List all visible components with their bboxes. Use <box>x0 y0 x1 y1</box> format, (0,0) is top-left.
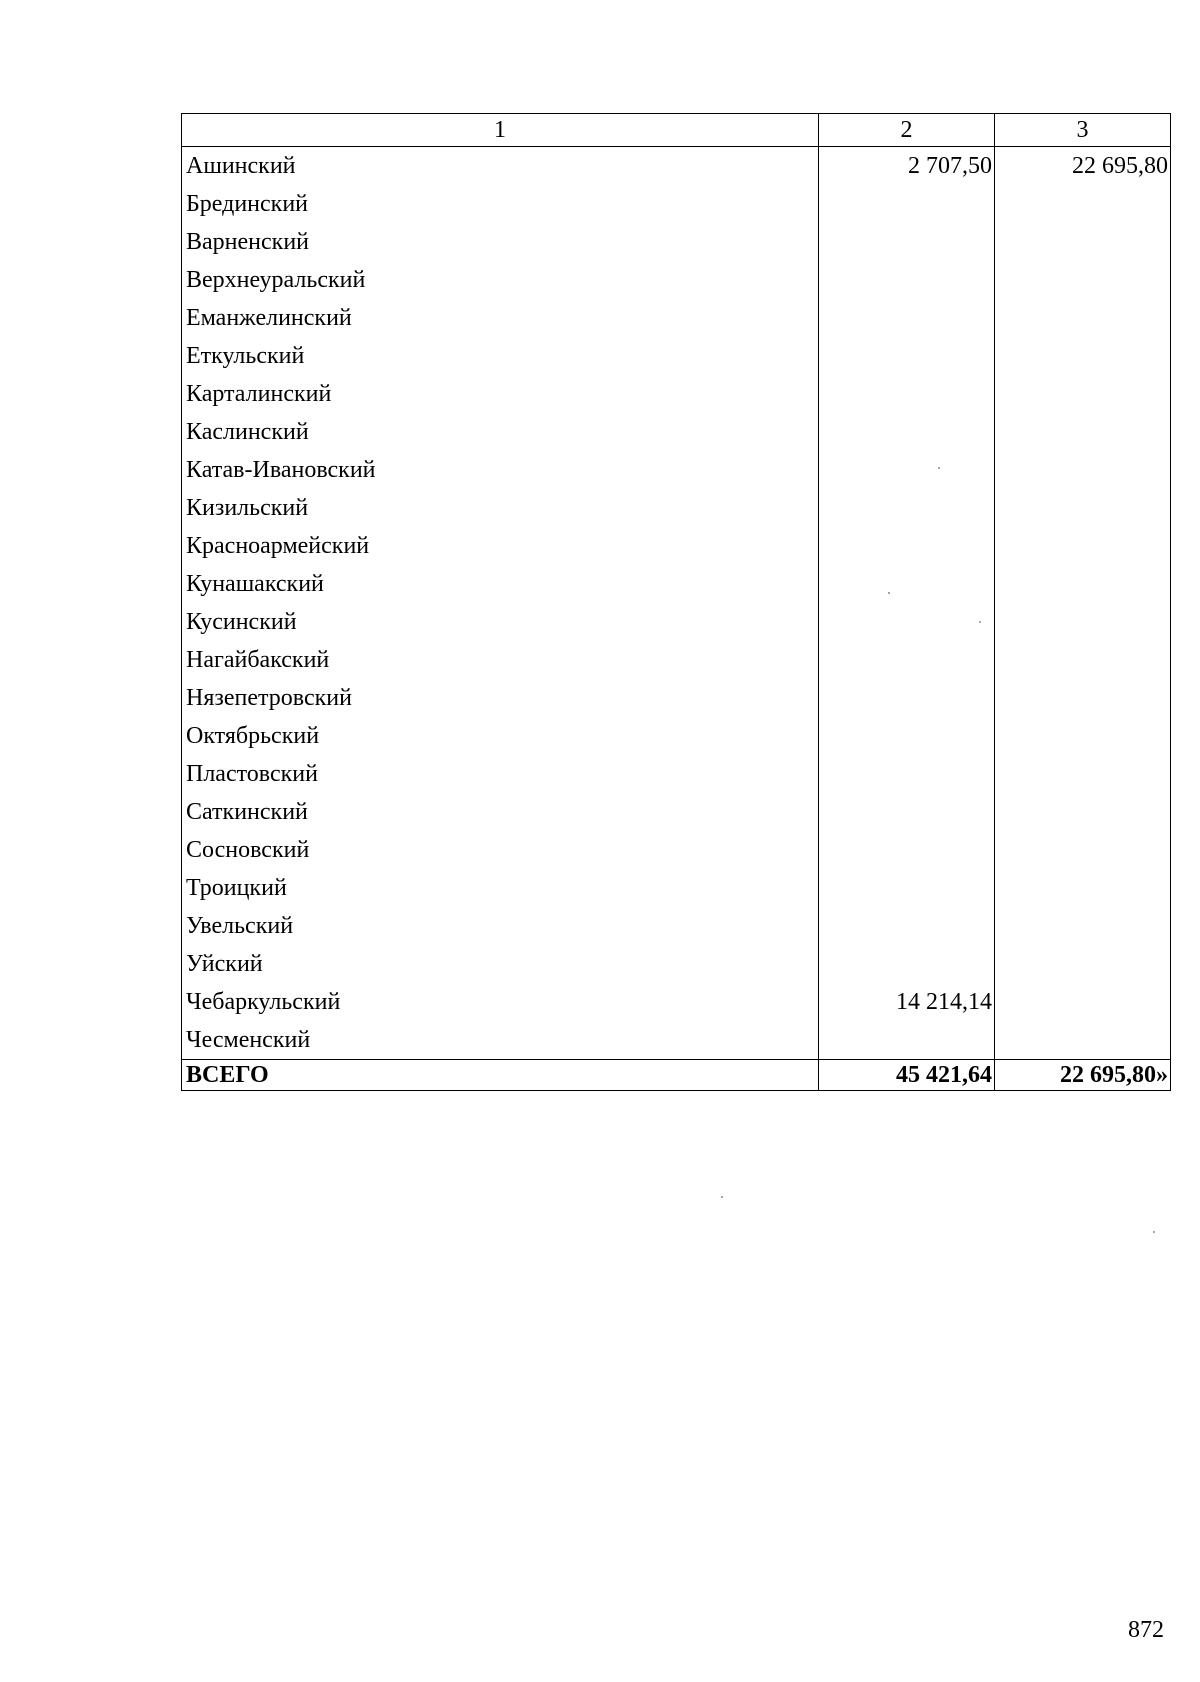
table-row <box>182 755 1171 793</box>
table-row <box>182 489 1171 527</box>
district-name: Кунашакский <box>182 565 819 603</box>
total-col2: 45 421,64 <box>819 1060 995 1091</box>
value-col2 <box>819 451 995 489</box>
value-col2 <box>819 831 995 869</box>
table-row <box>182 603 1171 641</box>
value-col3 <box>995 565 1171 603</box>
total-col3: 22 695,80» <box>995 1060 1171 1091</box>
district-name: Нагайбакский <box>182 641 819 679</box>
table-row <box>182 907 1171 945</box>
value-col2 <box>819 793 995 831</box>
district-name: Карталинский <box>182 375 819 413</box>
district-name: Пластовский <box>182 755 819 793</box>
district-name: Кизильский <box>182 489 819 527</box>
table-row <box>182 147 1171 186</box>
district-name: Каслинский <box>182 413 819 451</box>
district-name: Октябрьский <box>182 717 819 755</box>
value-col2 <box>819 869 995 907</box>
value-col2 <box>819 261 995 299</box>
value-col2 <box>819 375 995 413</box>
column-header-3: 3 <box>995 114 1171 147</box>
value-col2 <box>819 755 995 793</box>
total-label: ВСЕГО <box>182 1060 819 1091</box>
table-row <box>182 261 1171 299</box>
value-col3 <box>995 603 1171 641</box>
value-col2 <box>819 413 995 451</box>
scan-speck <box>979 621 981 623</box>
district-name: Верхнеуральский <box>182 261 819 299</box>
table-footer <box>182 1060 1171 1091</box>
table-row <box>182 717 1171 755</box>
table-row <box>182 565 1171 603</box>
value-col3 <box>995 451 1171 489</box>
scan-speck <box>721 1196 723 1198</box>
district-name: Троицкий <box>182 869 819 907</box>
table-row <box>182 527 1171 565</box>
value-col3 <box>995 185 1171 223</box>
district-name: Варненский <box>182 223 819 261</box>
value-col3 <box>995 793 1171 831</box>
district-name: Брединский <box>182 185 819 223</box>
value-col3 <box>995 717 1171 755</box>
table-row <box>182 185 1171 223</box>
district-name: Красноармейский <box>182 527 819 565</box>
value-col2 <box>819 945 995 983</box>
value-col2 <box>819 489 995 527</box>
table-row <box>182 945 1171 983</box>
table-row <box>182 223 1171 261</box>
column-header-2: 2 <box>819 114 995 147</box>
district-name: Увельский <box>182 907 819 945</box>
table-row <box>182 299 1171 337</box>
table-body <box>182 147 1171 1060</box>
value-col2 <box>819 1021 995 1060</box>
value-col3 <box>995 527 1171 565</box>
value-col3 <box>995 641 1171 679</box>
value-col2: 14 214,14 <box>819 983 995 1021</box>
district-name: Чесменский <box>182 1021 819 1060</box>
value-col2 <box>819 527 995 565</box>
column-header-1: 1 <box>182 114 819 147</box>
table-row <box>182 869 1171 907</box>
district-name: Еманжелинский <box>182 299 819 337</box>
district-name: Нязепетровский <box>182 679 819 717</box>
value-col3 <box>995 907 1171 945</box>
district-name: Сосновский <box>182 831 819 869</box>
district-name: Саткинский <box>182 793 819 831</box>
value-col2 <box>819 907 995 945</box>
value-col3 <box>995 375 1171 413</box>
table-row <box>182 679 1171 717</box>
table-row <box>182 983 1171 1021</box>
value-col3 <box>995 299 1171 337</box>
page-number: 872 <box>1128 1617 1164 1643</box>
value-col2 <box>819 565 995 603</box>
table-row <box>182 831 1171 869</box>
district-name: Катав-Ивановский <box>182 451 819 489</box>
value-col2 <box>819 223 995 261</box>
table-row <box>182 641 1171 679</box>
scan-speck <box>888 592 890 594</box>
value-col3 <box>995 755 1171 793</box>
value-col3 <box>995 223 1171 261</box>
table-row <box>182 1021 1171 1060</box>
table-row <box>182 451 1171 489</box>
value-col2 <box>819 185 995 223</box>
header-row <box>182 114 1171 147</box>
table-header <box>182 114 1171 147</box>
value-col3 <box>995 337 1171 375</box>
value-col3 <box>995 983 1171 1021</box>
value-col2 <box>819 641 995 679</box>
table-row <box>182 375 1171 413</box>
value-col3 <box>995 261 1171 299</box>
table-row <box>182 413 1171 451</box>
scan-speck <box>938 467 940 469</box>
district-name: Еткульский <box>182 337 819 375</box>
value-col2 <box>819 717 995 755</box>
value-col3 <box>995 1021 1171 1060</box>
data-table <box>181 113 1171 1091</box>
value-col2 <box>819 603 995 641</box>
value-col2: 2 707,50 <box>819 147 995 186</box>
value-col3 <box>995 945 1171 983</box>
district-name: Уйский <box>182 945 819 983</box>
value-col3 <box>995 413 1171 451</box>
value-col2 <box>819 299 995 337</box>
district-name: Кусинский <box>182 603 819 641</box>
value-col3: 22 695,80 <box>995 147 1171 186</box>
total-row <box>182 1060 1171 1091</box>
value-col3 <box>995 679 1171 717</box>
table-row <box>182 793 1171 831</box>
value-col2 <box>819 337 995 375</box>
value-col3 <box>995 869 1171 907</box>
value-col2 <box>819 679 995 717</box>
value-col3 <box>995 489 1171 527</box>
district-name: Чебаркульский <box>182 983 819 1021</box>
table-row <box>182 337 1171 375</box>
district-name: Ашинский <box>182 147 819 186</box>
value-col3 <box>995 831 1171 869</box>
scan-speck <box>1153 1231 1155 1233</box>
